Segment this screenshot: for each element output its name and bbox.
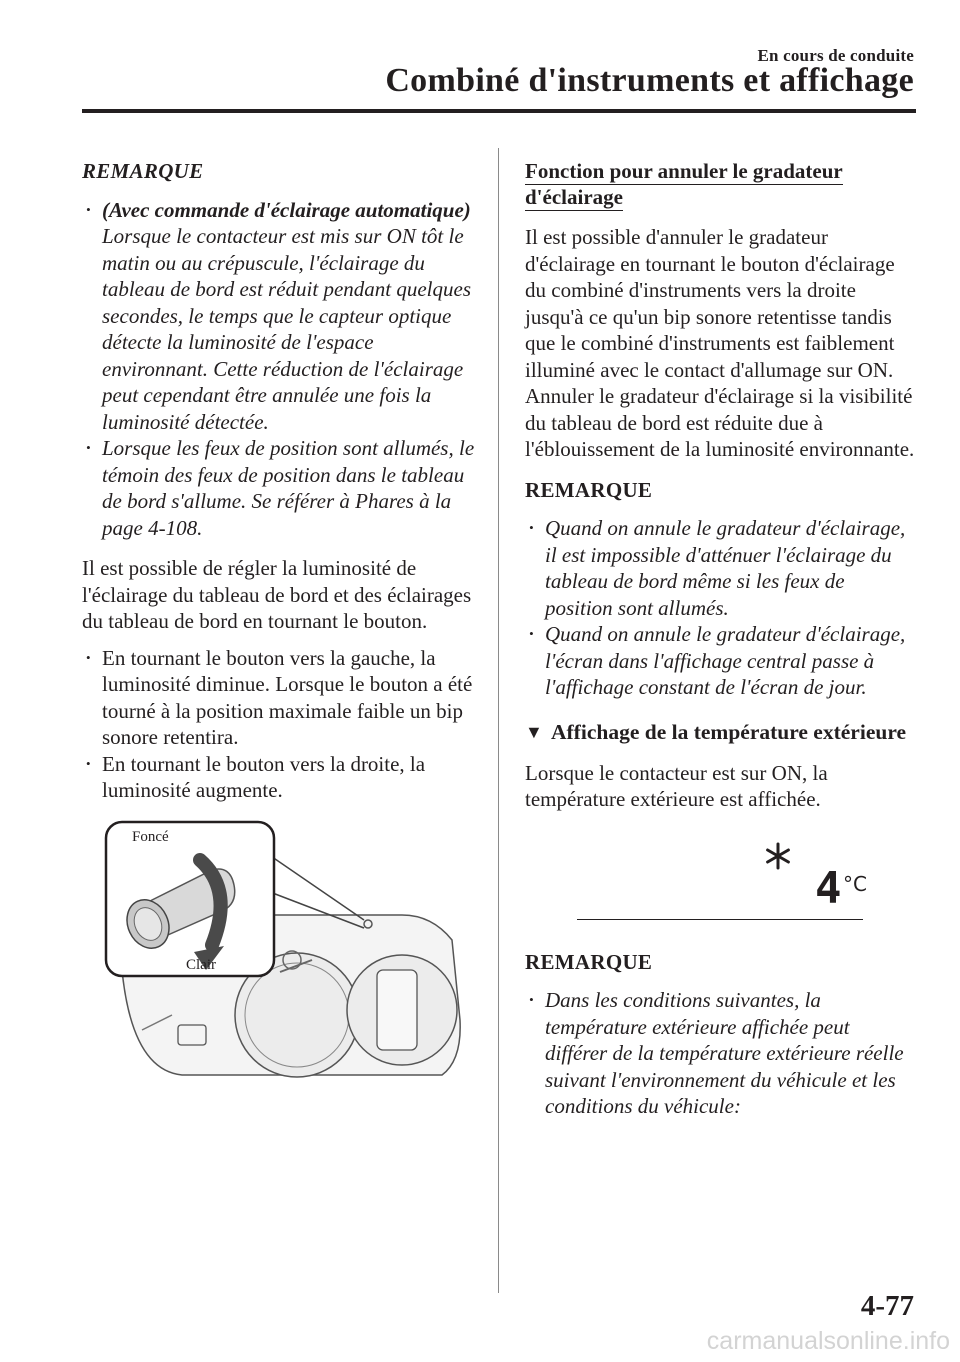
remarque-label: REMARQUE xyxy=(82,159,204,183)
temperature-heading xyxy=(525,719,917,746)
snowflake-icon xyxy=(763,841,793,871)
instrument-panel-illustration xyxy=(102,820,462,1085)
bullet-list xyxy=(82,645,480,804)
label-fonce: Foncé xyxy=(132,828,169,845)
temperature-value: 4 xyxy=(815,862,842,914)
note-item: • Dans les conditions suivantes, la température extérieure affichée peut différer de la température extérieure réelle suivant l'environnement du véhicule et les conditions du véhicule: xyxy=(525,987,917,1120)
watermark: carmanualsonline.info xyxy=(706,1327,950,1355)
label-clair: Clair xyxy=(186,956,216,973)
header-rule xyxy=(82,109,916,113)
remarque-label: REMARQUE xyxy=(525,477,653,502)
body-paragraph: Il est possible d'annuler le gradateur d'éclairage en tournant le bouton d'éclairage du combiné d'instruments vers la droite jusqu'à ce qu'un bip sonore retentisse tandis que le combiné d'instruments est faiblement illuminé avec le contact d'allumage sur ON. Annuler le gradateur d'éclairage si la visibilité du tableau de bord est réduite due à l'éblouissement de la luminosité environnante. xyxy=(525,225,915,461)
temperature-display xyxy=(525,827,865,927)
note-text: Lorsque le contacteur est mis sur ON tôt le matin ou au crépuscule, l'éclairage du tableau de bord est réduit pendant quelques secondes, le temps que le capteur optique détecte la luminosité de l'espace environnant. Cette réduction de l'éclairage peut cependant être annulée une fois la luminosité détectée. xyxy=(102,224,471,434)
triangle-icon: ▼ xyxy=(525,721,543,742)
temperature-heading-text: Affichage de la température extérieure xyxy=(551,719,907,744)
note-list xyxy=(525,515,917,701)
temperature-paragraph: Lorsque le contacteur est sur ON, la température extérieure est affichée. xyxy=(525,760,828,811)
section-heading xyxy=(525,158,917,210)
right-column xyxy=(525,158,917,1120)
note-text: Lorsque les feux de position sont allumés, le témoin des feux de position dans le tableau de bord s'allume. Se référer à Phares à la page 4-108. xyxy=(102,436,475,540)
left-column xyxy=(82,158,480,1085)
section-label: En cours de conduite xyxy=(757,46,914,65)
dimmer-knob-figure xyxy=(102,820,462,1085)
remarque-label: REMARQUE xyxy=(525,949,653,974)
bullet-item: • En tournant le bouton vers la gauche, la luminosité diminue. Lorsque le bouton a été tourné à la position maximale faible un bip sonore retentira. xyxy=(82,645,480,751)
section-heading-text: Fonction pour annuler le gradateur d'éclairage xyxy=(525,159,843,209)
temperature-unit: °C xyxy=(843,871,867,896)
display-underline xyxy=(577,919,863,921)
column-divider xyxy=(498,148,499,1293)
note-item: • Quand on annule le gradateur d'éclairage, il est impossible d'atténuer l'éclairage du tableau de bord même si les feux de position sont allumés. xyxy=(525,515,917,621)
page-number: 4-77 xyxy=(860,1290,914,1322)
note-item: • Quand on annule le gradateur d'éclairage, l'écran dans l'affichage central passe à l'affichage constant de l'écran de jour. xyxy=(525,621,917,701)
bullet-item: • En tournant le bouton vers la droite, la luminosité augmente. xyxy=(82,751,480,804)
note-item xyxy=(82,435,480,541)
note-list xyxy=(82,197,480,542)
note-item xyxy=(82,197,480,436)
body-paragraph: Il est possible de régler la luminosité de l'éclairage du tableau de bord et des éclairages du tableau de bord en tournant le bouton. xyxy=(82,556,472,633)
note-list xyxy=(525,987,917,1120)
page-title: Combiné d'instruments et affichage xyxy=(385,62,914,99)
note-heading: • (Avec commande d'éclairage automatique) xyxy=(102,197,471,222)
